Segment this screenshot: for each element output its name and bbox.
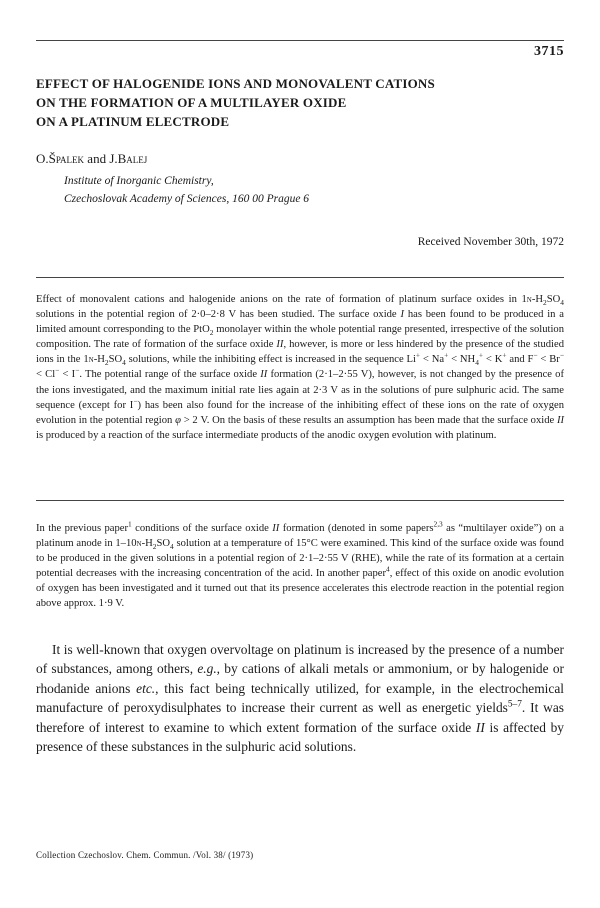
author-1-initial: O. — [36, 151, 49, 166]
title-line: EFFECT OF HALOGENIDE IONS AND MONOVALENT CATIONS — [36, 76, 435, 91]
authors — [36, 151, 147, 167]
abstract-top-rule — [36, 277, 564, 278]
affiliation-line: Czechoslovak Academy of Sciences, 160 00 Prague 6 — [64, 193, 310, 205]
received-date: Received November 30th, 1972 — [417, 236, 564, 248]
author-2-initial: J. — [109, 151, 118, 166]
header-rule — [36, 40, 564, 41]
author-2-surname: Balej — [117, 151, 148, 166]
body-text — [36, 640, 564, 756]
introduction — [36, 521, 564, 612]
author-conjunction: and — [84, 151, 110, 166]
abstract-bottom-rule — [36, 500, 564, 501]
page-number: 3715 — [534, 44, 564, 59]
title-line: ON THE FORMATION OF A MULTILAYER OXIDE — [36, 95, 347, 110]
title-line: ON A PLATINUM ELECTRODE — [36, 114, 230, 129]
article-title — [36, 74, 564, 131]
journal-footer: Collection Czechoslov. Chem. Commun. /Vol. 38/ (1973) — [36, 850, 254, 860]
abstract-text: Effect of monovalent cations and halogenide anions on the rate of formation of platinum surface oxides in $1n-H_2SO_4$ solutions in the potential region of 2·0–2·8 V has been studied. The surface oxide I has been found to be produced in a limited amount corresponding to the PtO$_2$ monolayer within the whole potential range presented, irrespective of the solution composition. The rate of formation of the surface oxide II, however, is more or less hindered by the presence of the studied ions in the $1n-H_2SO_4$ solutions, while the inhibiting effect is increased in the sequence $Li^+ < Na^+ < NH_4^+ < K^+$ and F− < Br− < Cl− < I−. The potential range of the surface oxide II formation (2·1–2·55 V), however, is not changed by the presence of the ions investigated, and the maximum initial rate lies again at 2·3 V as in the solutions of pure sulphuric acid. The same sequence (except for I−) has been also found for the increase of the inhibiting effect of these ions on the rate of oxygen evolution in the potential region φ > 2 V. On the basis of these results an assumption has been made that the surface oxide II is produced by a reaction of the surface intermediate products of the anodic oxygen evolution with platinum. — [36, 294, 565, 441]
affiliation — [64, 172, 309, 208]
intro-paragraph: In the previous paper$^1$ conditions of the surface oxide II formation (denoted in some papers$^{2,3}$ as “multilayer oxide”) on a platinum anode in $1-10n-H_2SO_4$ solution at a temperature of 15°C were examined. This kind of the surface oxide was found to be produced in the given solutions in a potential region of 2·1–2·55 V (RHE), while the rate of its formation at a certain potential decreases with the increasing concentration of the acid. In another paper$^4$, effect of this oxide on anodic evolution of oxygen has been investigated and it turned out that its presence accelerates this electrode reaction in the potential region above approx. 1·9 V. — [36, 519, 564, 610]
affiliation-line: Institute of Inorganic Chemistry, — [64, 175, 214, 187]
body-paragraph: It is well-known that oxygen overvoltage on platinum is increased by the presence of a number of substances, among others, e.g., by cations of alkali metals or ammonium, or by halogenide or rhodanide anions etc., this fact being technically utilized, for example, in the electrochemical manufacture of peroxydisulphates to increase their current as well as energetic yields$^{5-7}$. It was therefore of interest to examine to which extent formation of the surface oxide II is affected by presence of these substances in the sulphuric acid solutions. — [36, 642, 564, 755]
abstract — [36, 292, 564, 443]
author-1-surname: Špalek — [48, 151, 85, 166]
